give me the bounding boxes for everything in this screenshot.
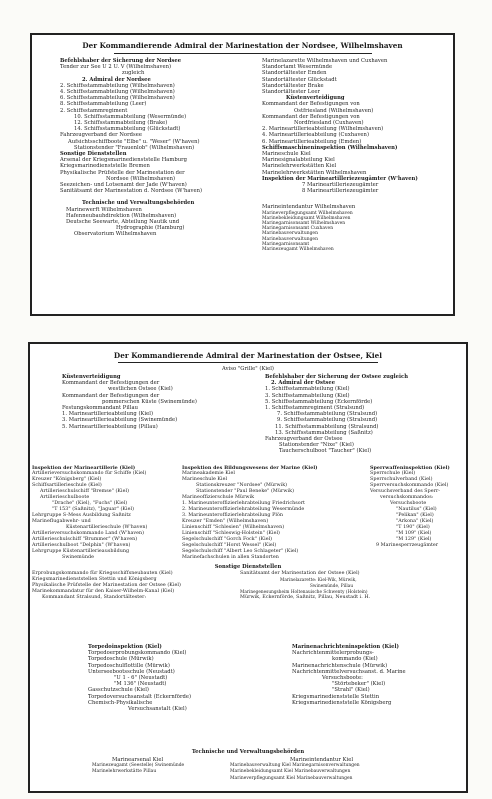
list-item: Inspektion des Bildungswesens der Marine (Kiel) [182,465,318,471]
list-item: Swinemünde [62,555,94,560]
list-item: Ostfriesland (Wilhelmshaven) [294,107,374,114]
list-item: 2. Admiral der Nordsee [82,76,151,83]
list-item: Tender zur See U 2 U. V (Wilhelmshaven) [60,64,172,71]
list-item: Kreuzer "Emden" (Wilhelmshaven) [182,519,269,524]
list-item: Marinelazarette Wilhelmshaven und Cuxhaven [262,58,388,64]
list-item: Kommandant der Befestigungen der [62,392,160,399]
list-item: Marineintendantur Kiel [290,757,354,763]
list-item: Technische und Verwaltungsbehörden [82,200,195,207]
list-item: Segelschulschiff "Gorch Fock" (Kiel) [182,537,273,542]
list-item: Marineschule Kiel [262,151,311,158]
list-item: "Störtebeker" (Kiel) [332,681,386,688]
aviso-grille: Aviso "Grille" (Kiel) [221,366,274,372]
list-item: Physikalische Prüfstelle der Marinestation der Ostsee (Kiel) [32,583,181,588]
list-item: versuchskommandos: [380,495,434,500]
list-item: Inspektion der Marineartilleriezeugämter (W'haven) [262,175,418,182]
list-item: Marinegarnisonsamt [262,241,310,247]
list-item: Torpedoerprobungskommando (Kiel) [88,650,187,657]
list-item: Kriegsmarinedienststelle Bremen [60,163,150,170]
list-item: Artillerieschulschiff "Brummer" (W'haven) [32,537,138,542]
list-item: Observatorium Wilhelmshaven [74,231,157,238]
list-item: 5. Schiffsstammabteilung (Eckernförde) [265,398,373,405]
list-item: Marinezeugamt Wilhelmshaven [262,247,334,253]
list-item: Physikalische Prüfstelle der Marinestation der [60,169,185,176]
list-item: Versuchsboote [390,501,427,506]
list-item: Taucherschulboot "Taucher" (Kiel) [279,448,372,455]
list-item: Marineintendantur Wilhelmshaven [262,204,356,211]
list-item: "Strahl" (Kiel) [332,687,370,694]
list-item: Küstenverteidigung [286,95,345,102]
list-item: Marinelehrwerkstätten Kiel [262,163,337,170]
list-item: "Arkona" (Kiel) [396,519,434,524]
list-item: 2. Admiral der Ostsee [271,380,336,387]
list-item: Standortältester Leer [262,89,321,96]
nordsee-title: Der Kommandierende Admiral der Marinestation der Nordsee, Wilhelmshaven [82,41,403,50]
list-item: Nordsee (Wilhelmshaven) [106,175,176,182]
list-item: 3. Schiffsstammabteilung (Kiel) [265,392,350,399]
list-item: Versuchsanstalt (Kiel) [128,706,187,713]
list-item: 2. Marineartillerieabteilung (Wilhelmshaven) [262,126,384,133]
ostsee-panel [28,342,468,793]
list-item: Seezeichen- und Lotsenamt der Jade (W'haven) [60,182,187,189]
list-item: Marinewerft Wilhelmshaven [66,206,142,213]
list-item: Nordfriesland (Cuxhaven) [294,120,364,127]
list-item: Linienschiff "Schlesien" (Wilhelmshaven) [182,525,285,530]
list-item: Kriegsmarinedienststelle Königsberg [292,699,392,706]
list-item: Standortältester Emden [262,70,327,77]
list-item: Sperrversuchskommando (Kiel) [370,483,449,488]
list-item: Sperrschule (Kiel) [370,471,416,476]
list-item: Inspektion der Marineartillerie (Kiel) [32,465,136,471]
list-item: Nachrichtenmittelversuchsanst. d. Marine [292,668,406,675]
nachrichten-column [292,644,406,706]
list-item: Sperrschulverband (Kiel) [370,477,433,482]
tech-left [92,757,184,776]
list-item: Sperrwaffeninspektion (Kiel) [370,465,450,471]
list-item: 11. Schiffsstammabteilung (Stralsund) [275,423,379,430]
list-item: Lehrgruppe S-Mess Ausbildung Saßnitz [32,513,131,518]
list-item: Kommandant der Befestigungen von [262,113,360,120]
artillerie-column [32,465,147,561]
list-item: Marineoffizierschule Mürwik [182,495,255,500]
list-item: 1. Marineartillerieabteilung (Kiel) [62,411,154,418]
list-item: Kommandant der Befestigungen der [62,380,160,387]
list-item: Torpedoschule (Mürwik) [88,656,154,663]
list-item: Marineschule Kiel [182,477,228,482]
list-item: Aufsichtsschiffboote "Elbe" u. "Weser" (W'haven) [68,138,200,145]
list-item: Marinekommandatur für den Kaiser-Wilhelm-Kanal (Kiel) [32,589,175,594]
list-item: Versuchsboote: [322,675,363,682]
list-item: Stationstender "Frauenlob" (Wilhelmshaven) [74,144,195,151]
list-item: Marinebekleidungsamt Kiel Marinebauverwaltungen [230,769,351,775]
list-item: Deutsche Seewarte, Abteilung Nautik und [66,219,180,226]
list-item: "Nautilus" (Kiel) [396,507,437,512]
list-item: Marinefachschulen in allen Standorten [182,555,279,560]
list-item: Marinelehrwerkstätte Pillau [92,769,157,775]
list-item: Marinebauverwaltungen [262,231,318,237]
list-item: 1. Schiffsstammregiment (Stralsund) [265,405,365,412]
list-item: Marineverpflegungsamt Kiel Marinebauverwaltungen [230,775,353,781]
list-item: 13. Schiffsstammabteilung (Saßnitz) [275,429,373,436]
sonstige-title: Sonstige Dienststellen [214,564,282,570]
list-item: 2. Schiffsstammregiment [60,107,128,114]
list-item: westlichen Ostsee (Kiel) [108,386,173,393]
list-item: Versuchsverband des Sperr- [370,489,440,494]
list-item: Befehlshaber der Sicherung der Ostsee zugleich [265,374,409,380]
list-item: Segelschulschiff "Albert Leo Schlageter" (Kiel) [182,549,299,554]
list-item: Befehlshaber der Sicherung der Nordsee [60,58,182,64]
list-item: "M 136" (Neustadt) [114,681,167,688]
ostsee-sicherung [265,374,408,455]
list-item: Linienschiff "Schleswig-Holstein" (Kiel) [182,531,280,536]
list-item: Marinegarnisonsamt Cuxhaven [262,226,334,232]
list-item: Segelschulschiff "Horst Wessel" (Kiel) [182,543,277,548]
list-item: 3. Marineunteroffizierlehrabteilung Plön [182,513,284,518]
list-item: Marineverpflegungsamt Wilhelmshaven [262,210,353,216]
list-item: Standortamt Wesermünde [262,64,333,71]
bildungswesen-column [182,465,318,561]
list-item: Nachrichtenmittelerprobungs- [292,650,374,657]
list-item: "U 1 - 6" (Neustadt) [114,675,168,682]
list-item: "Pelikan" (Kiel) [396,513,434,518]
list-item: Stationstender "Nixe" (Kiel) [279,442,354,449]
list-item: "T 190" (Kiel) [396,525,430,530]
list-item: Schiffsartillerieschule (Kiel) [32,483,102,488]
sonstige-left [32,571,181,601]
list-item: 8. Schiffsstammabteilung (Leer) [60,101,147,108]
list-item: Sonstige Dienststellen [60,151,127,158]
list-item: Fahrzeugverband der Nordsee [60,132,142,139]
sperrwaffen-column [370,465,450,549]
list-item: Marinebekleidungsamt Wilhelmshaven [262,215,351,221]
list-item: kommando (Kiel) [332,656,378,663]
list-item: Marinearsenal Kiel [112,757,164,763]
list-item: 4. Schiffsstammabteilung (Wilhelmshaven) [60,89,175,96]
torpedo-column [88,644,191,712]
list-item: Festungskommandant Pillau [62,405,138,412]
list-item: 4. Marineartillerieabteilung (Cuxhaven) [262,132,370,139]
ostsee-kuestenverteidigung [62,374,197,430]
list-item: Marinenachrichteninspektion (Kiel) [292,644,399,650]
list-item: Artillerieversuchskommando für Schiffe (Kiel) [32,471,147,476]
list-item: Standortältester Glückstadt [262,76,337,83]
list-item: 9. Schiffsstammabteilung (Stralsund) [277,417,378,424]
list-item: "M 129" (Kiel) [396,537,432,542]
list-item: Küstenartillerieschule (W'haven) [66,525,148,530]
list-item: Stationskreuzer "Nordsee" (Mürwik) [196,483,288,488]
list-item: Marineflugabwehr- und [32,519,91,524]
list-item: Erprobungskommando für Kriegsschiffsneubauten (Kiel) [32,571,173,576]
list-item: 8 Marineartilleriezeugämter [302,188,379,195]
list-item: "T 153" (Saßnitz), "Jaguar" (Kiel) [52,507,135,512]
list-item: Stationstender "Paul Beneke" (Mürwik) [196,489,294,494]
list-item: 7 Marineartilleriezeugämter [302,182,379,189]
list-item: Marinelazarette: Kiel-Wik, Mürwik, [280,577,357,582]
list-item: Schiffsmaschineninspektion (Wilhelmshaven) [262,144,398,151]
list-item: 5. Marineartillerieabteilung (Pillau) [62,423,158,430]
list-item: Artillerieschulboot "Delphin" (W'haven) [32,543,131,548]
nordsee-left-column [60,58,202,238]
list-item: Kriegsmarinedienststellen Stettin und Königsberg [32,577,157,582]
list-item: Marinebauverwaltungen [262,236,318,242]
list-item: Kriegsmarinedienststelle Stettin [292,693,380,700]
list-item: Gasschutzschule (Kiel) [88,687,150,694]
list-item: Kreuzer "Königsberg" (Kiel) [32,477,102,482]
list-item: Chemisch-Physikalische [88,699,153,706]
list-item: Sanitätsamt der Marinestation der Ostsee (Kiel) [240,571,360,576]
list-item: Kommandant Stralsund, Standortältester: [42,595,147,600]
list-item: 2. Schiffsstammabteilung (Wilhelmshaven) [60,82,175,89]
list-item: 12. Schiffsstammabteilung (Brake) [74,120,168,127]
list-item: Marinegarnisonsamt Wilhelmshaven [262,221,346,227]
tech-right [230,757,360,782]
list-item: Sanitätsamt der Marinestation d. Nordsee (W'haven) [60,188,203,195]
nordsee-title-rule [114,53,372,54]
list-item: Küstenverteidigung [62,374,121,380]
list-item: 1. Marineunteroffizierlehrabteilung Friedrichsort [182,501,306,506]
list-item: 14. Schiffsstammabteilung (Glückstadt) [74,126,181,133]
list-item: 6. Schiffsstammabteilung (Wilhelmshaven) [60,95,175,102]
list-item: Kommandant der Befestigungen von [262,101,360,108]
list-item: Swinemünde, Pillau [310,583,354,588]
list-item: Unterseebootsschule (Neustadt) [88,668,175,675]
list-item: Marinenachrichtenschule (Mürwik) [292,662,388,669]
ostsee-title-rule [118,362,378,363]
list-item: 3. Marineartillerieabteilung (Swinemünde) [62,417,178,424]
list-item: Hydrographie (Hamburg) [116,225,185,232]
list-item: Marineakademie Kiel [182,471,235,476]
list-item: 7. Schiffsstammabteilung (Stralsund) [277,411,378,418]
list-item: Standortältester Brake [262,82,324,89]
list-item: Marinesignalabteilung Kiel [262,157,335,164]
list-item: 1. Schiffsstammabteilung (Kiel) [265,386,350,393]
list-item: "Drache" (Kiel), "Fuchs" (Kiel) [52,501,128,506]
list-item: Torpedoinspektion (Kiel) [88,644,162,650]
list-item: Mürwik, Eckernförde, Saßnitz, Pillau, Neustadt i. H. [240,595,371,600]
list-item: 10. Schiffsstammabteilung (Wesermünde) [74,113,187,120]
list-item: Marinegenesungsheim Holtenauische Schwenty (Holstein) [240,589,368,594]
list-item: Hafenneubauhdirektion (Wilhelmshaven) [66,212,177,219]
list-item: Marinezeugamt (Seestelle) Swinemünde [92,763,185,769]
list-item: Fahrzeugverband der Ostsee [265,436,343,443]
list-item: pommerschen Küste (Swinemünde) [102,398,197,405]
nordsee-right-column [262,58,418,252]
list-item: Torpedoschulflottille (Mürwik) [88,662,170,669]
list-item: zugleich [122,70,145,77]
list-item: Artillerieschulboote [40,495,90,500]
nordsee-panel [30,33,455,316]
list-item: Marinelehrwerkstätten Wilhelmshaven [262,169,367,176]
list-item: 6. Marineartillerieabteilung (Emden) [262,138,362,145]
list-item: Marinebauverwaltung Kiel Marinegarnisonverwaltungen [230,763,360,769]
list-item: Artillerieschulschiff "Bremse" (Kiel) [40,489,130,494]
ostsee-title: Der Kommandierende Admiral der Marinestation der Ostsee, Kiel [113,351,383,360]
list-item: Artillerieversuchskommando Land (W'haven) [32,531,145,536]
list-item: 2. Marineunteroffizierlehrabteilung Wesermünde [182,507,305,512]
list-item: Lehrgruppe Küstenartillerieausbildung [32,549,130,554]
sonstige-right [240,571,370,601]
tech-title: Technische und Verwaltungsbehörden [191,749,305,755]
list-item: "M 109" (Kiel) [396,531,432,536]
list-item: 9 Marinesperrzeugämter [376,543,439,548]
list-item: Torpedoversuchsanstalt (Eckernförde) [88,693,192,700]
list-item: Arsenal der Kriegsmarinedienststelle Hamburg [60,157,188,164]
